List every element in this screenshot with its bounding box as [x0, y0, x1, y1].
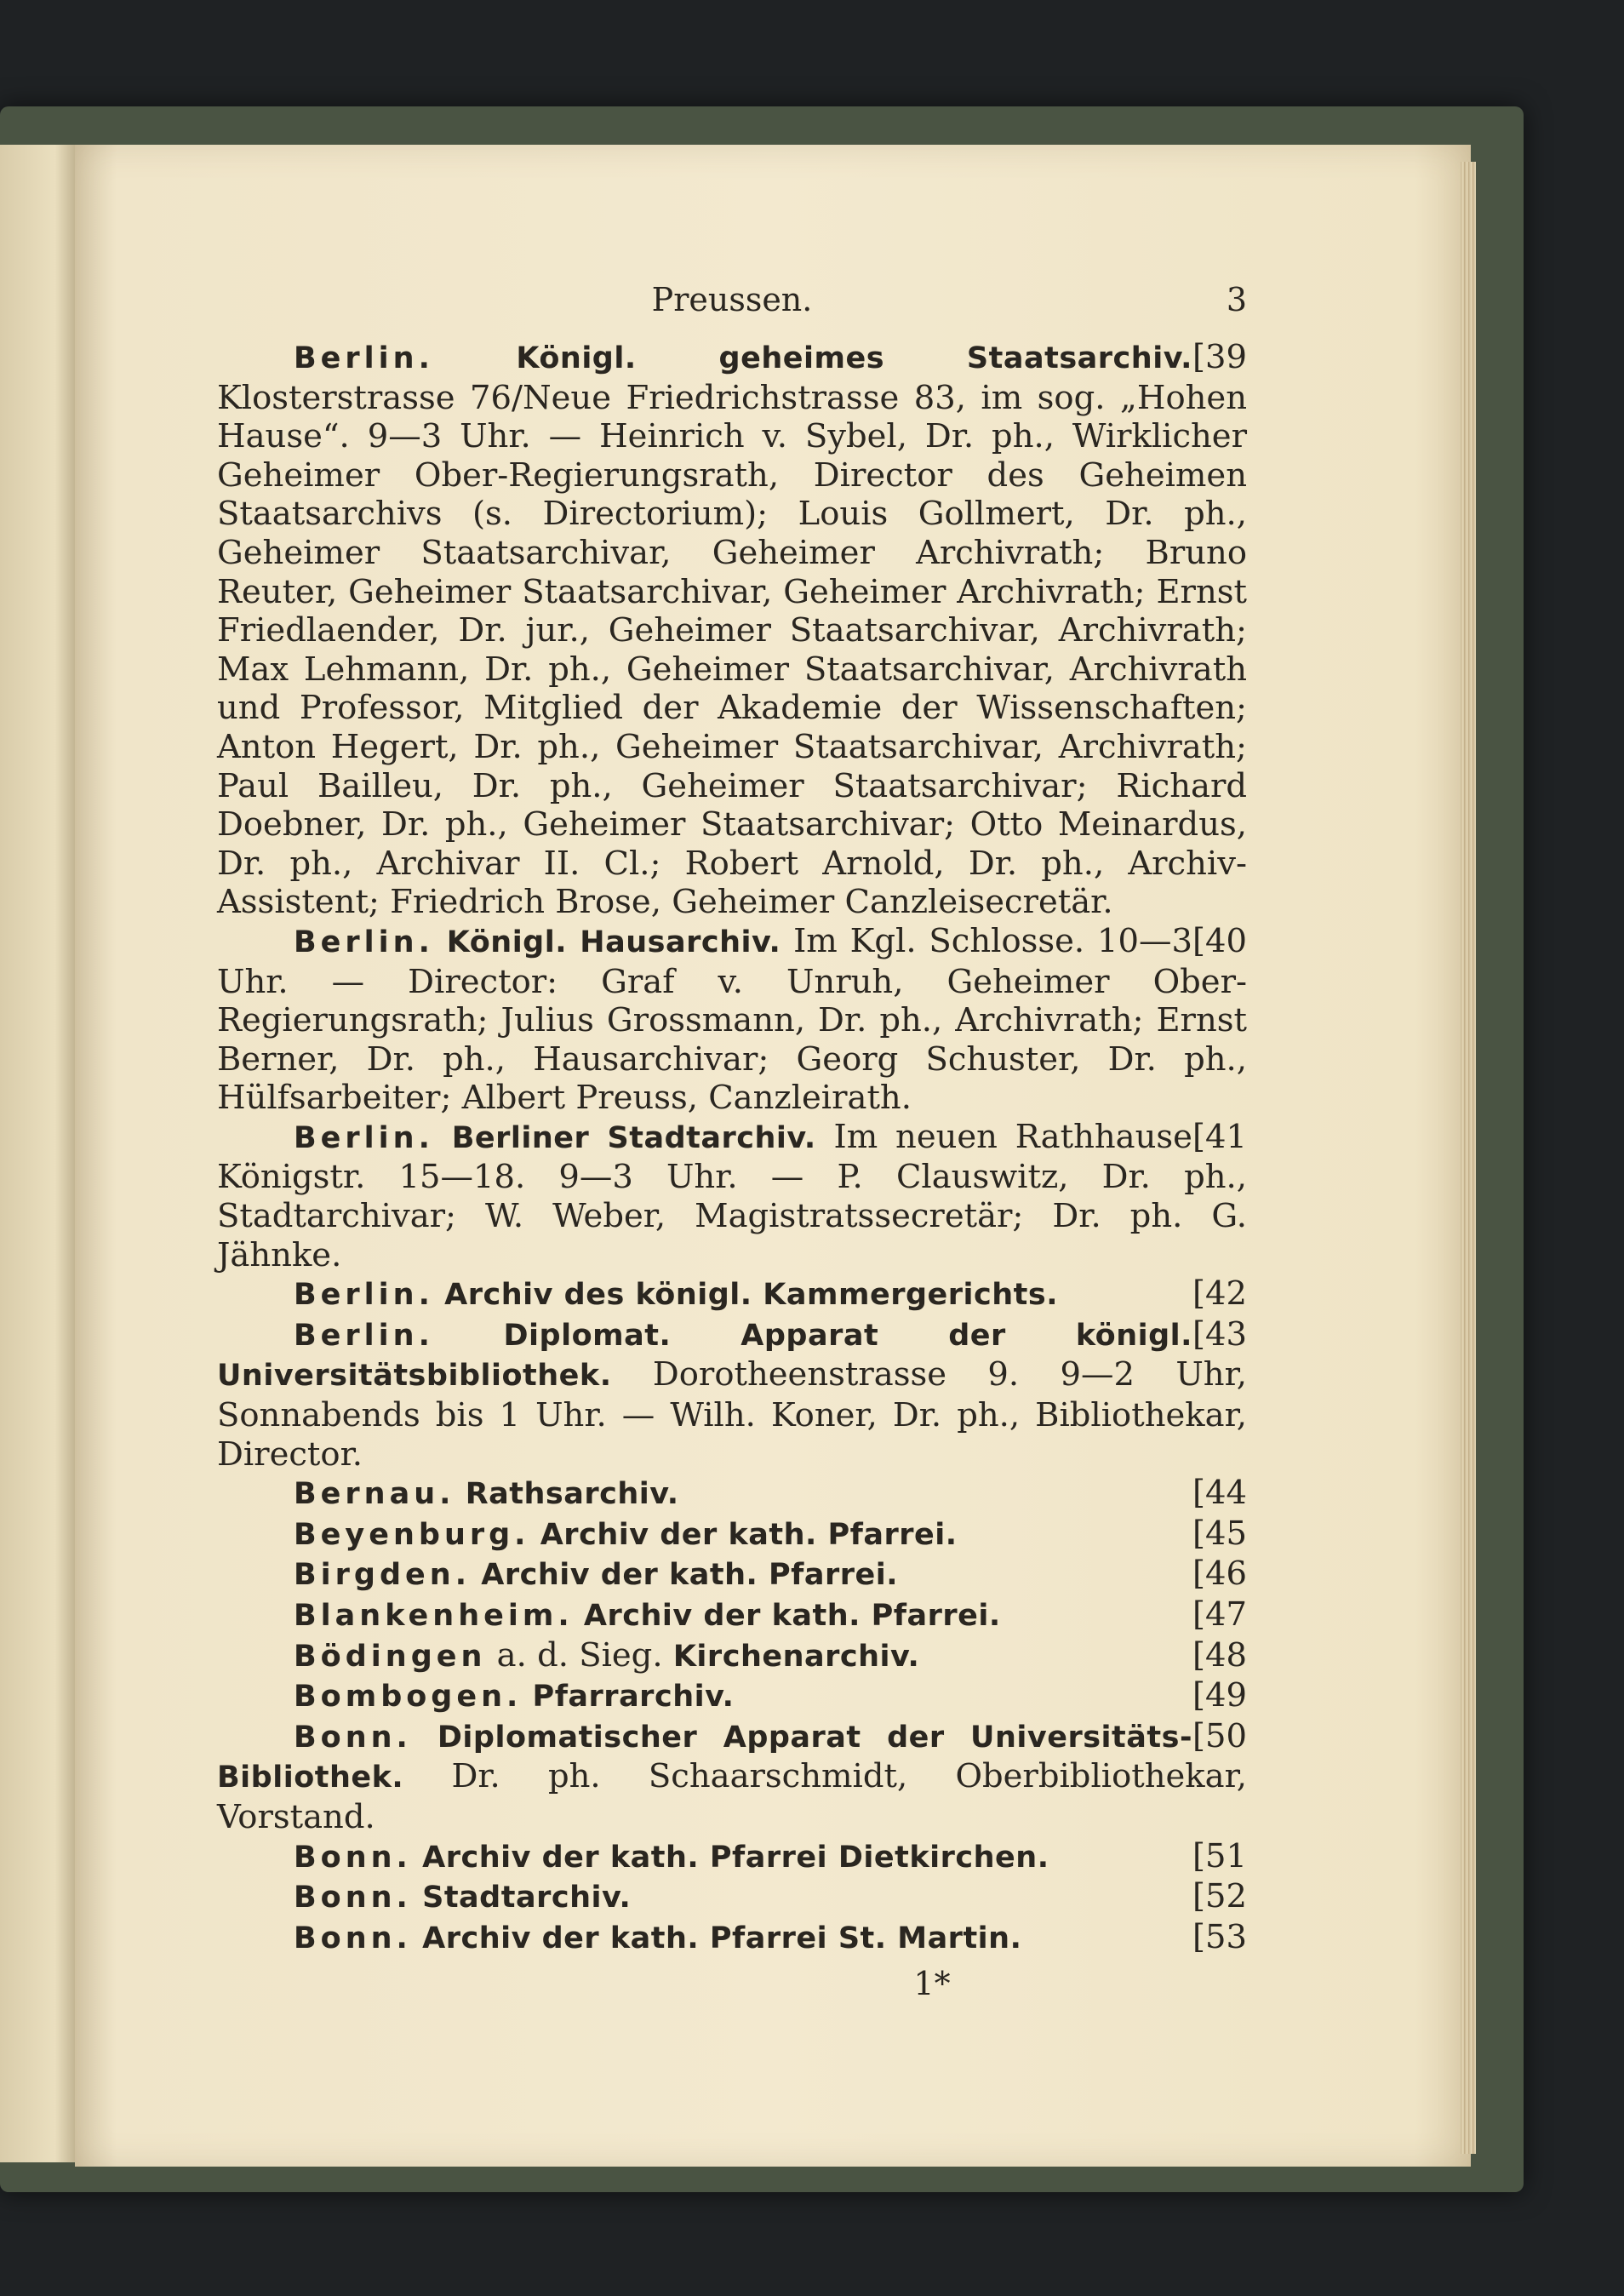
entry-archive: Archiv der kath. Pfarrei.: [481, 1558, 899, 1593]
entry-qualifier: a. d. Sieg.: [496, 1635, 663, 1675]
entry-place: Bonn.: [294, 1840, 412, 1875]
entry-archive: Stadtarchiv.: [422, 1881, 632, 1915]
entry-42: [217, 1274, 1247, 1315]
entry-place: Berlin.: [294, 341, 434, 375]
entry-40: [217, 922, 1247, 1118]
entry-number: [40: [1192, 921, 1247, 960]
entry-number: [52: [1192, 1877, 1247, 1916]
entry-41: [217, 1118, 1247, 1274]
entry-39: [217, 338, 1247, 922]
entry-50: [217, 1717, 1247, 1837]
entry-archive: Pfarrarchiv.: [532, 1680, 735, 1715]
entry-place: Berlin.: [294, 1318, 434, 1353]
entry-number: [44: [1192, 1474, 1247, 1513]
entry-51: [217, 1837, 1247, 1878]
entry-number: [53: [1192, 1917, 1247, 1956]
page-number: 3: [1226, 281, 1247, 318]
entry-number: [45: [1192, 1514, 1247, 1553]
entry-place: Bonn.: [294, 1720, 412, 1755]
entry-45: [217, 1514, 1247, 1555]
entry-number: [42: [1192, 1274, 1247, 1314]
entry-52: [217, 1877, 1247, 1918]
entry-archive: Archiv der kath. Pfarrei St. Martin.: [422, 1921, 1022, 1955]
entry-number: [39: [1192, 338, 1247, 376]
entry-archive: Kirchenarchiv.: [672, 1639, 920, 1674]
entry-49: [217, 1676, 1247, 1717]
left-page-edge: [0, 145, 78, 2162]
running-header: [217, 281, 1247, 334]
entry-place: Blankenheim.: [294, 1599, 574, 1633]
entry-number: [51: [1192, 1836, 1247, 1875]
entry-number: [50: [1192, 1716, 1247, 1755]
entry-archive: Rathsarchiv.: [465, 1477, 679, 1512]
entry-archive: Diplomat. Apparat der königl. Universitätsbibliothek.: [217, 1318, 1192, 1394]
entry-number: [49: [1192, 1676, 1247, 1715]
entry-46: [217, 1555, 1247, 1595]
entry-text: Im neuen Rathhause Königstr. 15—18. 9—3 Uhr. — P. Clauswitz, Dr. ph., Stadtarchivar; W. Weber, Magistratssecretär; Dr. ph. G. Jähnke.: [217, 1117, 1247, 1274]
entry-43: [217, 1315, 1247, 1474]
entry-place: Bonn.: [294, 1921, 412, 1955]
page-text: [217, 281, 1247, 2004]
entry-47: [217, 1595, 1247, 1636]
entry-archive: Königl. Hausarchiv.: [446, 925, 781, 959]
entry-archive: Archiv der kath. Pfarrei Dietkirchen.: [422, 1840, 1049, 1875]
entry-text: Im Kgl. Schlosse. 10—3 Uhr. — Director: Graf v. Unruh, Geheimer Ober-Regierungsrath; Julius Grossmann, Dr. ph., Archivrath; Ernst Berner, Dr. ph., Hausarchivar; Georg Schuster, Dr. ph., Hülfsarbeiter; Albert Preuss, Canzleirath.: [217, 921, 1247, 1118]
entry-place: Bombogen.: [294, 1680, 523, 1715]
entry-place: Beyenburg.: [294, 1517, 530, 1552]
page-stack-edge: [1461, 162, 1476, 2154]
entry-archive: Archiv des königl. Kammergerichts.: [444, 1278, 1059, 1313]
header-title: Preussen.: [651, 281, 813, 318]
entry-number: [43: [1192, 1314, 1247, 1354]
entry-archive: Berliner Stadtarchiv.: [451, 1120, 816, 1155]
entry-archive: Königl. geheimes Staatsarchiv.: [516, 341, 1192, 375]
entry-number: [47: [1192, 1595, 1247, 1634]
entry-text: Dorotheenstrasse 9. 9—2 Uhr, Sonnabends bis 1 Uhr. — Wilh. Koner, Dr. ph., Bibliothekar, Director.: [217, 1355, 1247, 1474]
entry-archive: Diplomatischer Apparat der Universitäts-Bibliothek.: [217, 1720, 1192, 1795]
entry-place: Birgden.: [294, 1558, 471, 1593]
entry-place: Bödingen: [294, 1639, 487, 1674]
entry-number: [48: [1192, 1635, 1247, 1675]
entry-text: Klosterstrasse 76/Neue Friedrichstrasse 83, im sog. „Hohen Hause“. 9—3 Uhr. — Heinrich v. Sybel, Dr. ph., Wirklicher Geheimer Ober-Regierungsrath, Director des Geheimen Staatsarchivs (s. Directorium); Louis Gollmert, Dr. ph., Geheimer Staatsarchivar, Geheimer Archivrath; Bruno Reuter, Geheimer Staatsarchivar, Geheimer Archivrath; Ernst Friedlaender, Dr. jur., Geheimer Staatsarchivar, Archivrath; Max Lehmann, Dr. ph., Geheimer Staatsarchivar, Archivrath und Professor, Mitglied der Akademie der Wissenschaften; Anton Hegert, Dr. ph., Geheimer Staatsarchivar, Archivrath; Paul Bailleu, Dr. ph., Geheimer Staatsarchivar; Richard Doebner, Dr. ph., Geheimer Staatsarchivar; Otto Meinardus, Dr. ph., Archivar II. Cl.; Robert Arnold, Dr. ph., Archiv-Assistent; Friedrich Brose, Geheimer Canzleisecretär.: [217, 378, 1247, 922]
entry-archive: Archiv der kath. Pfarrei.: [540, 1517, 958, 1552]
entry-text: Dr. ph. Schaarschmidt, Oberbibliothekar, Vorstand.: [217, 1757, 1247, 1836]
entry-place: Berlin.: [294, 1120, 434, 1155]
entry-archive: Archiv der kath. Pfarrei.: [583, 1599, 1001, 1633]
entry-place: Bernau.: [294, 1477, 455, 1512]
entry-53: [217, 1918, 1247, 1959]
entry-number: [46: [1192, 1555, 1247, 1594]
entry-place: Berlin.: [294, 925, 434, 959]
entry-place: Bonn.: [294, 1881, 412, 1915]
entry-place: Berlin.: [294, 1278, 434, 1313]
signature-mark: 1*: [913, 1965, 951, 2003]
entry-number: [41: [1192, 1117, 1247, 1156]
entry-44: [217, 1474, 1247, 1514]
entry-48: [217, 1636, 1247, 1677]
